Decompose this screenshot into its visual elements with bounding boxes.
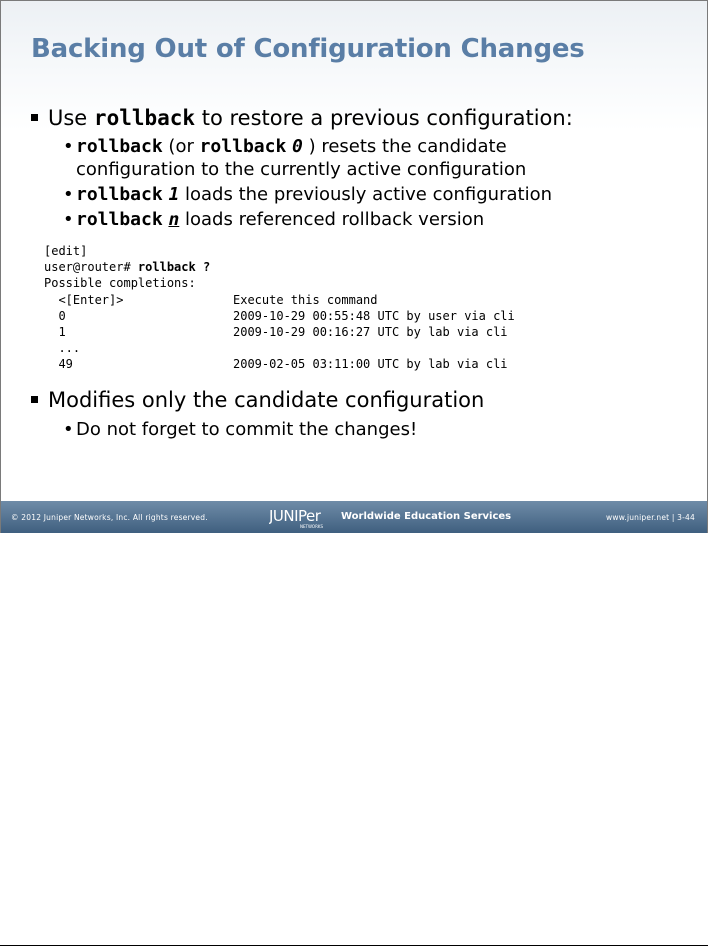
cli-row — [44, 309, 515, 323]
cli-row-key: 49 — [44, 357, 73, 372]
cli-command: rollback ? — [137, 260, 211, 275]
bullet-modifies-candidate — [31, 387, 484, 413]
cli-row — [44, 341, 233, 355]
square-bullet-icon — [31, 114, 38, 121]
cli-row-desc: 2009-10-29 00:55:48 UTC by user via cli — [233, 308, 515, 323]
sub-bullet-rollback-0 — [63, 135, 507, 159]
bullet-use-rollback — [31, 105, 573, 131]
worldwide-education-text: Worldwide Education Services — [341, 511, 512, 522]
cli-row — [44, 293, 378, 307]
dot-bullet-icon: • — [63, 136, 74, 157]
square-bullet-icon — [31, 396, 38, 403]
sub2-post: loads the previously active configuration — [179, 184, 552, 205]
bullet2-text: Modifies only the candidate configuration — [48, 388, 485, 412]
cli-edit: [edit] — [44, 244, 88, 258]
logo-text: JUNIPer — [269, 507, 321, 525]
page-bottom-rule — [0, 945, 708, 946]
cli-row-key: ... — [44, 341, 81, 356]
sub3-post: loads referenced rollback version — [179, 209, 485, 230]
sub3-cmd: rollback — [76, 209, 163, 230]
cli-row — [44, 357, 508, 371]
sub3-arg: n — [168, 209, 180, 230]
sub2-arg: 1 — [168, 184, 180, 205]
bullet1-cmd: rollback — [93, 106, 196, 130]
page-number: www.juniper.net | 3-44 — [606, 513, 695, 522]
slide-title: Backing Out of Configuration Changes — [31, 34, 585, 64]
copyright-text: © 2012 Juniper Networks, Inc. All rights reserved. — [11, 513, 208, 522]
sub-bullet-rollback-1 — [63, 183, 552, 207]
cli-output — [44, 243, 515, 373]
sub1-arg: 0 — [292, 136, 303, 157]
sub4-text: Do not forget to commit the changes! — [76, 419, 418, 440]
sub-bullet-commit — [63, 418, 417, 442]
sub-bullet-rollback-0-cont: configuration to the currently active configuration — [76, 159, 527, 180]
sub1-mid: (or — [162, 136, 200, 157]
cli-row-desc: 2009-10-29 00:16:27 UTC by lab via cli — [233, 325, 508, 340]
bullet1-pre: Use — [48, 106, 94, 130]
dot-bullet-icon: • — [63, 209, 74, 230]
cli-row-desc: 2009-02-05 03:11:00 UTC by lab via cli — [233, 357, 508, 372]
cli-row-desc: Execute this command — [233, 292, 378, 307]
cli-row-key: 1 — [44, 325, 66, 340]
cli-row-key: <[Enter]> — [44, 292, 124, 307]
dot-bullet-icon: • — [63, 419, 74, 440]
sub-bullet-rollback-n — [63, 208, 484, 232]
cli-prompt: user@router# — [44, 260, 138, 275]
dot-bullet-icon: • — [63, 184, 74, 205]
sub1-post: ) resets the candidate — [302, 136, 507, 157]
slide-footer — [1, 501, 707, 533]
cli-row-key: 0 — [44, 308, 66, 323]
logo-sub: NETWORKS — [300, 524, 324, 529]
cli-row — [44, 325, 508, 339]
bullet1-post: to restore a previous configuration: — [195, 106, 573, 130]
sub1-cmd2: rollback — [199, 136, 287, 157]
cli-possible: Possible completions: — [44, 276, 196, 291]
juniper-logo-icon — [269, 507, 331, 529]
sub2-cmd: rollback — [76, 184, 163, 205]
sub1-cmd: rollback — [76, 136, 163, 157]
